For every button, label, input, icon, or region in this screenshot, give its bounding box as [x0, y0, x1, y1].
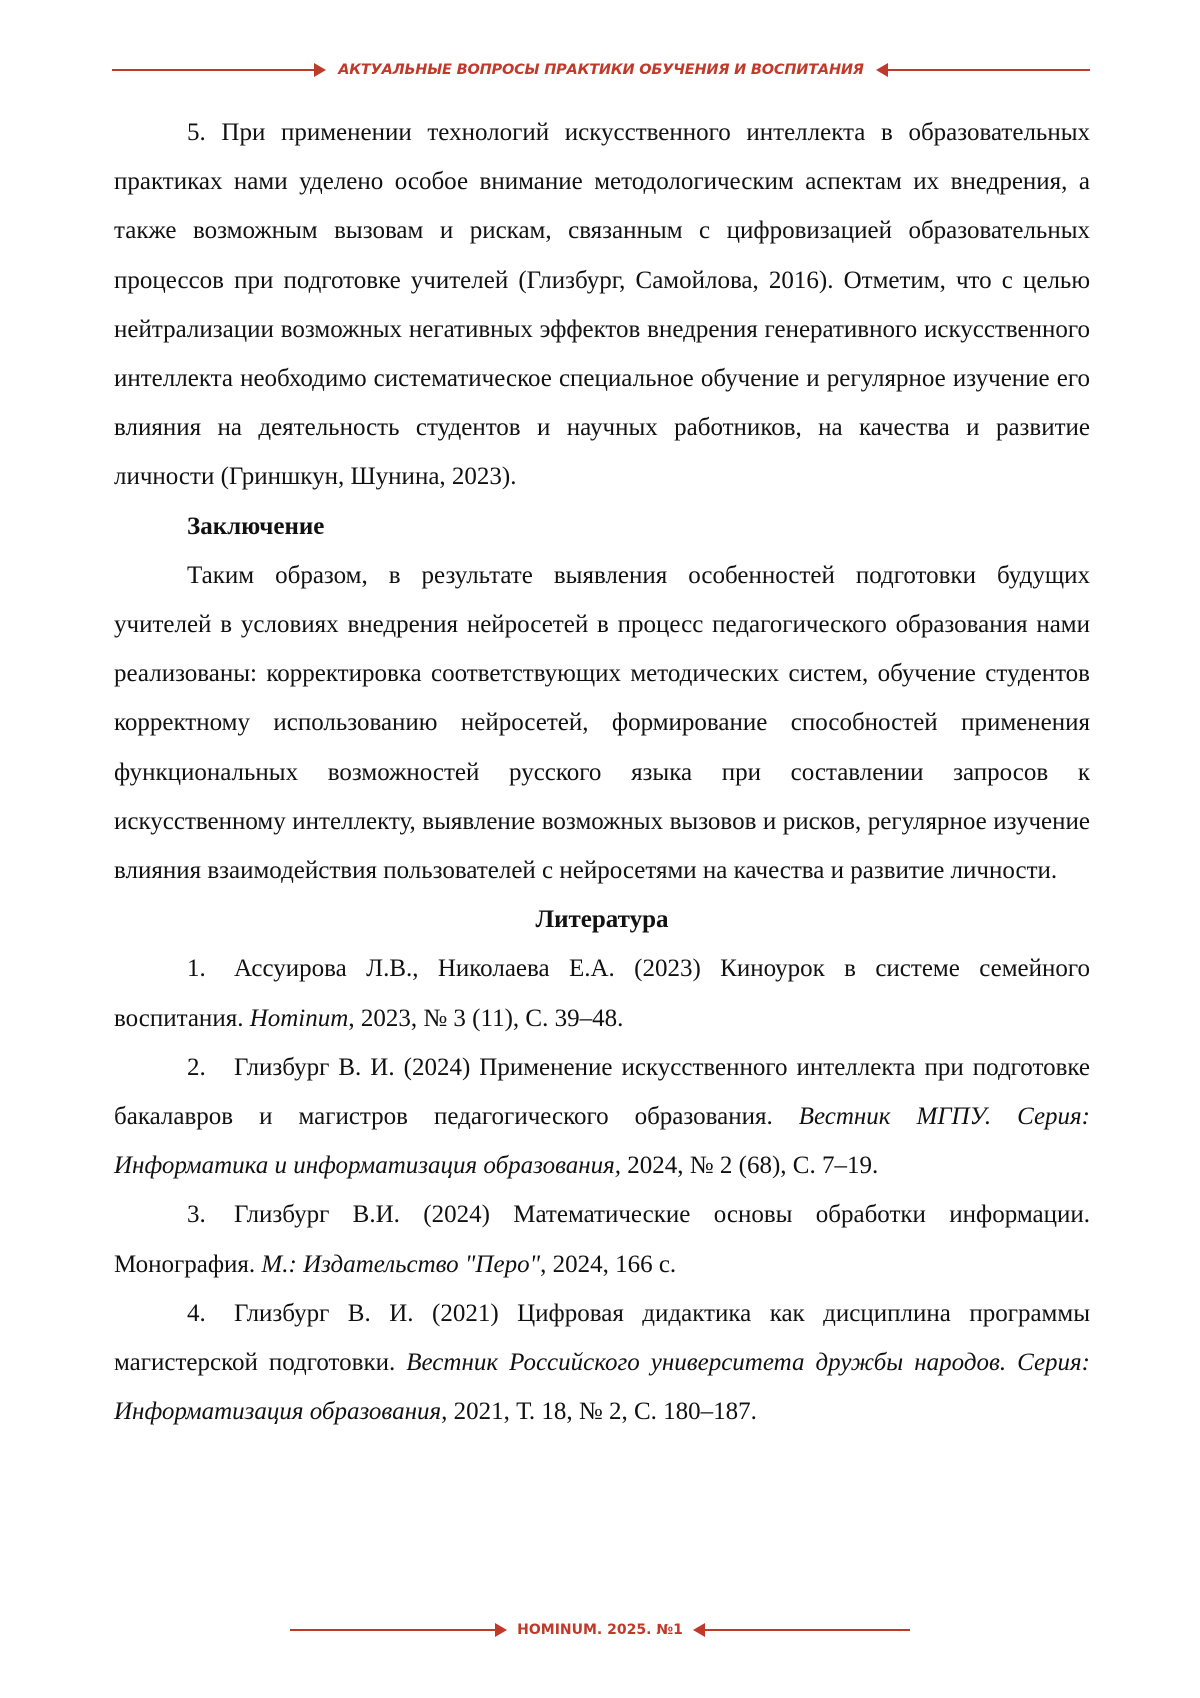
reference-item	[114, 1289, 1090, 1437]
reference-number: 4.	[187, 1299, 206, 1327]
reference-number: 3.	[187, 1201, 206, 1229]
reference-text: Глизбург В.И. (2024) Математические основы обработки информации. Монография.	[114, 1201, 1090, 1278]
reference-details: 2021, Т. 18, № 2, С. 180–187.	[447, 1398, 757, 1426]
running-footer	[290, 1618, 910, 1642]
paragraph-5: 5. При применении технологий искусственного интеллекта в образовательных практиках нами уделено особое внимание методологическим аспектам их внедрения, а также возможным вызовам и рискам, связанным с цифровизацией образовательных процессов при подготовке учителей (Глизбург, Самойлова, 2016). Отметим, что с целью нейтрализации возможных негативных эффектов внедрения генеративного искусственного интеллекта необходимо систематическое специальное обучение и регулярное изучение его влияния на деятельность студентов и научных работников, на качества и развитие личности (Гриншкун, Шунина, 2023).	[114, 119, 1090, 491]
running-header	[112, 58, 1090, 82]
reference-source: М.: Издательство "Перо"	[261, 1250, 541, 1278]
reference-details: , 2023, № 3 (11), С. 39–48.	[348, 1004, 624, 1032]
reference-text: Глизбург В. И. (2024) Применение искусственного интеллекта при подготовке бакалавров и магистров педагогического образования.	[114, 1053, 1090, 1131]
reference-source: Вестник МГПУ. Серия: Информатика и информатизация образования,	[114, 1103, 1090, 1180]
header-left-arrow-rule	[112, 69, 324, 71]
footer-right-arrow-rule	[695, 1629, 910, 1631]
journal-section-title: АКТУАЛЬНЫЕ ВОПРОСЫ ПРАКТИКИ ОБУЧЕНИЯ И ВОСПИТАНИЯ	[338, 62, 864, 78]
reference-text: Ассуирова Л.В., Николаева Е.А. (2023) Киноурок в системе семейного воспитания.	[114, 955, 1090, 1032]
reference-details: 2024, № 2 (68), С. 7–19.	[621, 1152, 879, 1180]
reference-number: 2.	[187, 1053, 206, 1081]
conclusion-text: Таким образом, в результате выявления особенностей подготовки будущих учителей в условиях внедрения нейросетей в процесс педагогического образования нами реализованы: корректировка соответствующих методических систем, обучение студентов корректному использованию нейросетей, формирование способностей применения функциональных возможностей русского языка при составлении запросов к искусственному интеллекту, выявление возможных вызовов и рисков, регулярное изучение влияния взаимодействия пользователей с нейросетями на качества и развитие личности.	[114, 561, 1090, 885]
footer-left-arrow-rule	[290, 1629, 505, 1631]
reference-item	[114, 1043, 1090, 1191]
reference-source: Hominum	[249, 1004, 349, 1032]
reference-item	[114, 1190, 1090, 1288]
header-right-arrow-rule	[878, 69, 1090, 71]
literature-heading: Литература	[535, 906, 669, 934]
reference-text: Глизбург В. И. (2021) Цифровая дидактика как дисциплина программы магистерской подготовки.	[114, 1299, 1090, 1377]
conclusion-heading: Заключение	[187, 512, 325, 540]
reference-details: , 2024, 166 с.	[540, 1250, 677, 1278]
reference-item	[114, 944, 1090, 1042]
article-body	[114, 108, 1090, 1436]
reference-number: 1.	[187, 955, 206, 983]
journal-issue-label: HOMINUM. 2025. №1	[517, 1622, 683, 1638]
reference-source: Вестник Российского университета дружбы народов. Серия: Информатизация образования,	[114, 1349, 1090, 1426]
